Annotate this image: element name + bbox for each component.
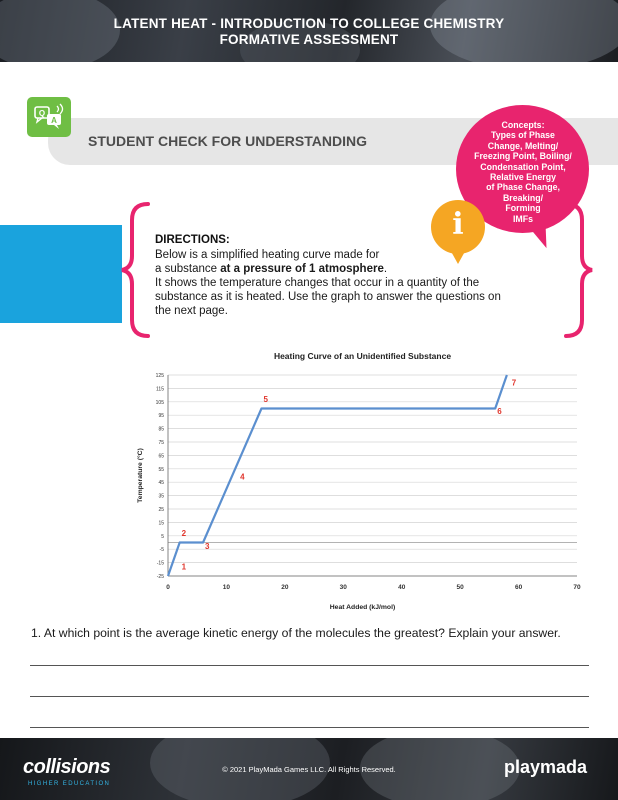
x-tick-label: 20 [281, 584, 289, 591]
y-tick-label: 35 [158, 493, 164, 500]
x-tick-label: 30 [339, 584, 347, 591]
directions-line: substance as it is heated. Use the graph to answer the questions on [155, 291, 501, 303]
directions-text-plain: . [383, 263, 388, 275]
answer-line[interactable] [30, 665, 589, 666]
point-label-7: 7 [511, 378, 517, 388]
header-smoke-decoration [0, 0, 120, 62]
x-tick-label: 50 [456, 584, 464, 591]
y-tick-label: 85 [158, 426, 164, 433]
right-brace [560, 200, 600, 340]
directions-line: the next page. [155, 305, 228, 317]
y-tick-label: 125 [155, 373, 164, 379]
y-tick-label: 5 [161, 533, 164, 540]
point-label-4: 4 [240, 472, 245, 482]
answer-line[interactable] [30, 727, 589, 728]
y-tick-label: 15 [158, 520, 164, 527]
collisions-logo-subtitle: HIGHER EDUCATION [28, 781, 111, 787]
directions-text-plain: a substance [155, 263, 221, 275]
directions-text [155, 248, 501, 318]
y-tick-label: 25 [158, 507, 164, 513]
header-title-line1: LATENT HEAT - INTRODUCTION TO COLLEGE CHEMISTRY [113, 16, 505, 31]
y-tick-label: 45 [158, 480, 164, 487]
directions-line: It shows the temperature changes that occur in a quantity of the [155, 277, 480, 289]
playmada-logo: playmada [504, 757, 588, 777]
point-label-1: 1 [181, 562, 187, 572]
info-icon-glyph: i [452, 207, 464, 242]
chat-qa-icon [27, 97, 71, 137]
y-tick-label: -25 [156, 574, 164, 580]
question-1: 1. At which point is the average kinetic energy of the molecules the greatest? Explain your answer. [31, 626, 561, 640]
collisions-logo: collisions [23, 756, 111, 778]
heating-curve-chart [125, 345, 595, 617]
point-label-6: 6 [497, 406, 502, 416]
header-smoke-decoration [430, 0, 618, 62]
y-tick-label: -15 [156, 560, 164, 567]
y-tick-label: 95 [158, 413, 164, 420]
x-tick-label: 0 [166, 584, 170, 591]
accent-blue-bar [0, 225, 122, 323]
y-tick-label: 115 [156, 386, 164, 393]
answer-line[interactable] [30, 696, 589, 697]
svg-text:A: A [51, 116, 57, 125]
chart-title: Heating Curve of an Unidentified Substance [273, 351, 452, 361]
directions-text-bold: at a pressure of 1 atmosphere [220, 263, 384, 275]
directions-line [155, 262, 501, 276]
x-axis-label: Heat Added (kJ/mol) [329, 604, 396, 611]
y-tick-label: 75 [158, 440, 164, 446]
y-tick-label: 55 [158, 466, 164, 473]
y-tick-label: 105 [155, 399, 164, 406]
point-label-5: 5 [263, 394, 268, 404]
x-tick-label: 70 [573, 584, 581, 591]
point-label-2: 2 [181, 528, 187, 538]
heating-curve-line [168, 375, 507, 576]
header-title-line2: FORMATIVE ASSESSMENT [219, 32, 399, 47]
directions-line: Below is a simplified heating curve made for [155, 249, 380, 261]
x-tick-label: 40 [398, 584, 406, 591]
point-label-3: 3 [205, 542, 210, 552]
page-header [0, 0, 618, 62]
section-title: STUDENT CHECK FOR UNDERSTANDING [88, 133, 367, 149]
x-tick-label: 60 [514, 584, 523, 591]
y-axis-label: Temperature (°C) [137, 448, 144, 503]
y-tick-label: 65 [158, 453, 164, 460]
left-brace [118, 200, 158, 340]
y-tick-label: -5 [159, 547, 164, 554]
x-tick-label: 10 [222, 584, 231, 591]
directions-heading: DIRECTIONS: [155, 234, 230, 246]
concepts-text: Concepts: Types of Phase Change, Melting/ Freezing Point, Boiling/ Condensation Point, Relative Energy of Phase Change, Breaking/ Forming IMFs [474, 120, 572, 224]
copyright-text: © 2021 PlayMada Games LLC. All Rights Reserved. [222, 765, 396, 774]
svg-text:Q: Q [38, 109, 46, 118]
